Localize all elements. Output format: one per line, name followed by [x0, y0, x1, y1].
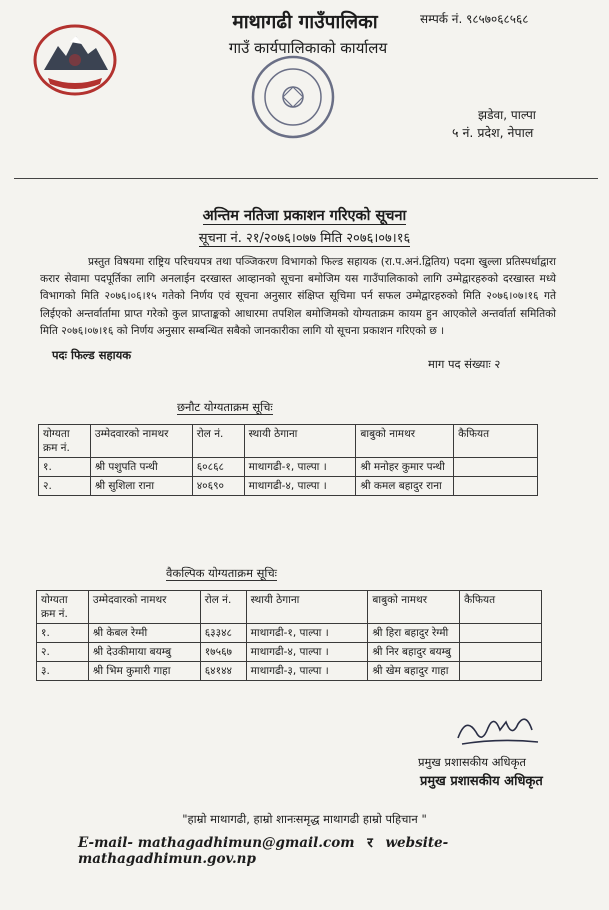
col-address: स्थायी ठेगाना	[244, 425, 356, 458]
col-remarks: कैफियत	[460, 591, 542, 624]
cell-address: माथागढी-१, पाल्पा ।	[244, 458, 356, 477]
table-row	[39, 477, 538, 496]
cell-name: श्री केबल रेग्मी	[88, 624, 200, 643]
office-title: माथागढी गाउँपालिका	[232, 11, 378, 33]
table-row	[37, 643, 542, 662]
cell-remarks	[460, 662, 542, 681]
footer-slogan: "हाम्रो माथागढी, हाम्रो शानःसमृद्ध माथागढी हाम्रो पहिचान "	[182, 812, 427, 826]
cell-roll: ४०६९०	[192, 477, 244, 496]
address-line-1: झडेवा, पाल्पा	[478, 108, 536, 122]
notice-body: प्रस्तुत विषयमा राष्ट्रिय परिचयपत्र तथा पञ्जिकरण विभागको फिल्ड सहायक (रा.प.अनं.द्वितिय) पदमा खुल्ला प्रतिस्पर्धाद्वारा करार सेवामा पदपूर्तिका लागि अनलाईन दरखास्त आव्हानको सूचना बमोजिम यस गाउँपालिकाको लागि उम्मेद्वारहरुको दरखास्त मध्ये विभागको मिति २०७६।०६।१५ गतेको निर्णय एवं सूचना अनुसार संक्षिप्त सूचिमा पर्न सफल उम्मेद्वारहरुको मिति २०७६।०७।१६ गते लिईएको अन्तर्वार्तामा प्राप्त गरेको कुल प्राप्ताङ्कको आधारमा तपशिल बमोजिमको योग्यताक्रम कायम हुन आएकोले अन्तर्वार्ता समितिको मिति २०७६।०७।१६ को निर्णय अनुसार सम्बन्धित सबैको जानकारीका लागि यो सूचना प्रकाशन गरिएको छ ।	[40, 256, 556, 337]
cell-rank: ३.	[37, 662, 89, 681]
table-header-row	[39, 425, 538, 458]
footer-email: E-mail- mathagadhimun@gmail.com	[78, 835, 355, 851]
col-rank: योग्यता क्रम नं.	[39, 425, 91, 458]
notice-title-text: अन्तिम नतिजा प्रकाशन गरिएको सूचना	[202, 208, 407, 224]
col-name: उम्मेदवारको नामथर	[90, 425, 192, 458]
footer-website: website- mathagadhimun.gov.np	[78, 835, 449, 867]
cell-remarks	[454, 458, 538, 477]
alternate-candidates-table	[36, 590, 542, 681]
cell-address: माथागढी-३, पाल्पा ।	[246, 662, 368, 681]
col-rank: योग्यता क्रम नं.	[37, 591, 89, 624]
selected-candidates-table	[38, 424, 538, 496]
selected-caption-text: छनौट योग्यताक्रम सूचिः	[177, 400, 273, 414]
signatory-stamp-title: प्रमुख प्रशासकीय अधिकृत	[420, 774, 543, 789]
cell-remarks	[454, 477, 538, 496]
table-row	[37, 624, 542, 643]
office-subtitle: गाउँ कार्यपालिकाको कार्यालय	[228, 39, 388, 57]
cell-address: माथागढी-४, पाल्पा ।	[246, 643, 368, 662]
col-father: बाबुको नामथर	[356, 425, 454, 458]
table-header-row	[37, 591, 542, 624]
footer-separator: र	[367, 835, 373, 851]
col-father: बाबुको नामथर	[368, 591, 460, 624]
contact-number: सम्पर्क नं. ९८५७०६८५६८	[420, 12, 529, 26]
cell-father: श्री निर बहादुर बयम्बु	[368, 643, 460, 662]
cell-rank: १.	[37, 624, 89, 643]
header-divider	[14, 178, 598, 179]
alternate-list-caption	[166, 566, 277, 581]
nepal-emblem-logo	[30, 18, 120, 98]
cell-remarks	[460, 643, 542, 662]
notice-reference	[0, 228, 609, 246]
table-row	[39, 458, 538, 477]
cell-name: श्री देउकीमाया बयम्बु	[88, 643, 200, 662]
col-address: स्थायी ठेगाना	[246, 591, 368, 624]
selected-list-caption	[177, 400, 273, 415]
cell-father: श्री खेम बहादुर गाहा	[368, 662, 460, 681]
footer-contacts	[78, 833, 609, 867]
cell-address: माथागढी-१, पाल्पा ।	[246, 624, 368, 643]
cell-father: श्री मनोहर कुमार पन्थी	[356, 458, 454, 477]
cell-roll: ६०८६८	[192, 458, 244, 477]
office-stamp	[248, 52, 338, 142]
table-row	[37, 662, 542, 681]
cell-father: श्री कमल बहादुर राना	[356, 477, 454, 496]
cell-rank: १.	[39, 458, 91, 477]
cell-rank: २.	[37, 643, 89, 662]
handwritten-signature	[448, 708, 544, 754]
cell-remarks	[460, 624, 542, 643]
col-remarks: कैफियत	[454, 425, 538, 458]
cell-name: श्री पशुपति पन्थी	[90, 458, 192, 477]
cell-roll: ६४१४४	[200, 662, 246, 681]
cell-address: माथागढी-४, पाल्पा ।	[244, 477, 356, 496]
cell-roll: ६३३४८	[200, 624, 246, 643]
col-roll: रोल नं.	[192, 425, 244, 458]
cell-name: श्री भिम कुमारी गाहा	[88, 662, 200, 681]
notice-reference-text: सूचना नं. २१/२०७६।०७७ मिति २०७६।०७।१६	[198, 231, 411, 246]
col-name: उम्मेदवारको नामथर	[88, 591, 200, 624]
address-line-2: ५ नं. प्रदेश, नेपाल	[452, 125, 534, 140]
signatory-title: प्रमुख प्रशासकीय अधिकृत	[418, 755, 526, 769]
post-label: पदः फिल्ड सहायक	[52, 348, 132, 362]
vacancy-count: माग पद संख्याः २	[428, 357, 501, 371]
alternate-caption-text: वैकल्पिक योग्यताक्रम सूचिः	[166, 566, 277, 580]
notice-title	[0, 205, 609, 225]
col-roll: रोल नं.	[200, 591, 246, 624]
cell-father: श्री हिरा बहादुर रेग्मी	[368, 624, 460, 643]
cell-roll: १७५६७	[200, 643, 246, 662]
cell-name: श्री सुशिला राना	[90, 477, 192, 496]
cell-rank: २.	[39, 477, 91, 496]
